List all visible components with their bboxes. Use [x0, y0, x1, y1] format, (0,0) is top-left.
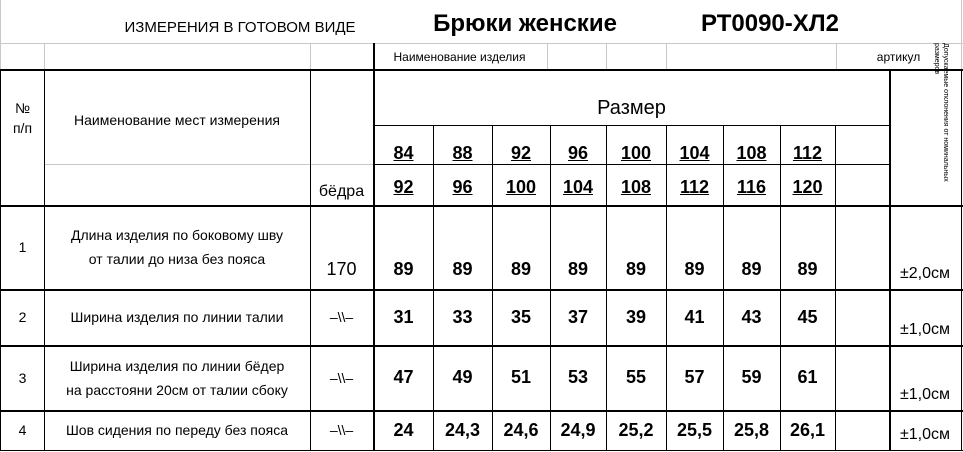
row-base: 170	[326, 258, 357, 279]
hip-value: 96	[452, 176, 473, 197]
row-value: 59	[741, 367, 762, 387]
row-name	[44, 345, 310, 410]
row-value: 43	[741, 306, 762, 327]
row-tolerance: ±1,0см	[899, 386, 951, 403]
row-value: 24,3	[444, 419, 481, 440]
row-value: 24,9	[560, 419, 596, 440]
row-value: 39	[625, 306, 647, 327]
row-number: 2	[18, 309, 27, 325]
row-value: 51	[510, 367, 532, 387]
row-value: 89	[510, 258, 532, 279]
row-base: –\\–	[329, 309, 354, 325]
row-value: 31	[393, 306, 414, 327]
row-value: 53	[567, 367, 589, 387]
size-header: 108	[736, 142, 767, 163]
row-value: 57	[684, 367, 705, 387]
row-value: 89	[567, 258, 589, 279]
row-value: 25,8	[733, 419, 770, 440]
hip-value: 104	[562, 176, 594, 197]
row-name-line: от талии до низа без пояса	[88, 251, 266, 267]
row-tolerance: ±1,0см	[899, 426, 951, 443]
row-value: 33	[452, 306, 473, 327]
hip-value: 112	[679, 176, 710, 197]
article-label: артикул	[876, 50, 921, 64]
size-header: 88	[452, 142, 473, 163]
row-value: 24	[393, 419, 414, 440]
product-code: РТ0090-ХЛ2	[701, 10, 839, 37]
size-header: 112	[792, 142, 823, 163]
row-number: 1	[18, 239, 27, 255]
hip-label: бёдра	[318, 183, 365, 200]
row-tolerance: ±1,0см	[899, 321, 951, 338]
row-value: 89	[625, 258, 647, 279]
row-name-line: Длина изделия по боковому шву	[71, 227, 283, 243]
row-number: 4	[18, 422, 27, 438]
row-name	[44, 289, 310, 345]
col-place-header: Наименование мест измерения	[73, 112, 280, 128]
row-value: 89	[797, 258, 818, 279]
row-value: 25,2	[618, 419, 654, 440]
row-tolerance: ±2,0см	[899, 265, 951, 282]
col-number-header: № п/п	[12, 100, 33, 136]
row-value: 41	[684, 306, 705, 327]
row-name-line: Шов сидения по переду без пояса	[65, 422, 289, 438]
size-header: 92	[510, 142, 532, 163]
size-header: 104	[679, 142, 710, 163]
item-name-label: Наименование изделия	[393, 50, 526, 64]
row-value: 89	[684, 258, 705, 279]
row-value: 25,5	[676, 419, 713, 440]
hip-value: 108	[620, 176, 652, 197]
product-name: Брюки женские	[433, 10, 617, 37]
row-name-line: Ширина изделия по линии бёдер	[69, 357, 285, 374]
row-value: 89	[741, 258, 762, 279]
row-name	[44, 205, 310, 289]
row-value: 49	[452, 367, 473, 387]
hip-value: 92	[393, 176, 414, 197]
hip-value: 116	[736, 176, 767, 197]
row-name-line: на расстояни 20см от талии сбоку	[66, 381, 288, 398]
row-value: 35	[510, 306, 532, 327]
row-name-line: Ширина изделия по линии талии	[70, 309, 284, 325]
size-header: 84	[393, 142, 414, 163]
row-value: 37	[567, 306, 589, 327]
hip-value: 100	[505, 176, 537, 197]
hip-value: 120	[792, 176, 823, 197]
row-number: 3	[18, 369, 27, 386]
caption: ИЗМЕРЕНИЯ В ГОТОВОМ ВИДЕ	[124, 18, 356, 36]
row-base: –\\–	[329, 369, 354, 386]
row-value: 89	[393, 258, 414, 279]
row-value: 55	[625, 367, 647, 387]
size-header: 96	[567, 142, 589, 163]
size-header: 100	[620, 142, 652, 163]
row-value: 89	[452, 258, 473, 279]
row-value: 24,6	[503, 419, 539, 440]
size-label: Размер	[597, 96, 666, 119]
tolerance-header: Допускаемые отклонения от номинальных размеров	[933, 43, 949, 182]
row-value: 61	[797, 367, 818, 387]
row-name	[44, 410, 310, 450]
row-value: 26,1	[789, 419, 826, 440]
row-value: 47	[393, 367, 414, 387]
row-base: –\\–	[329, 422, 354, 438]
row-value: 45	[797, 306, 818, 327]
